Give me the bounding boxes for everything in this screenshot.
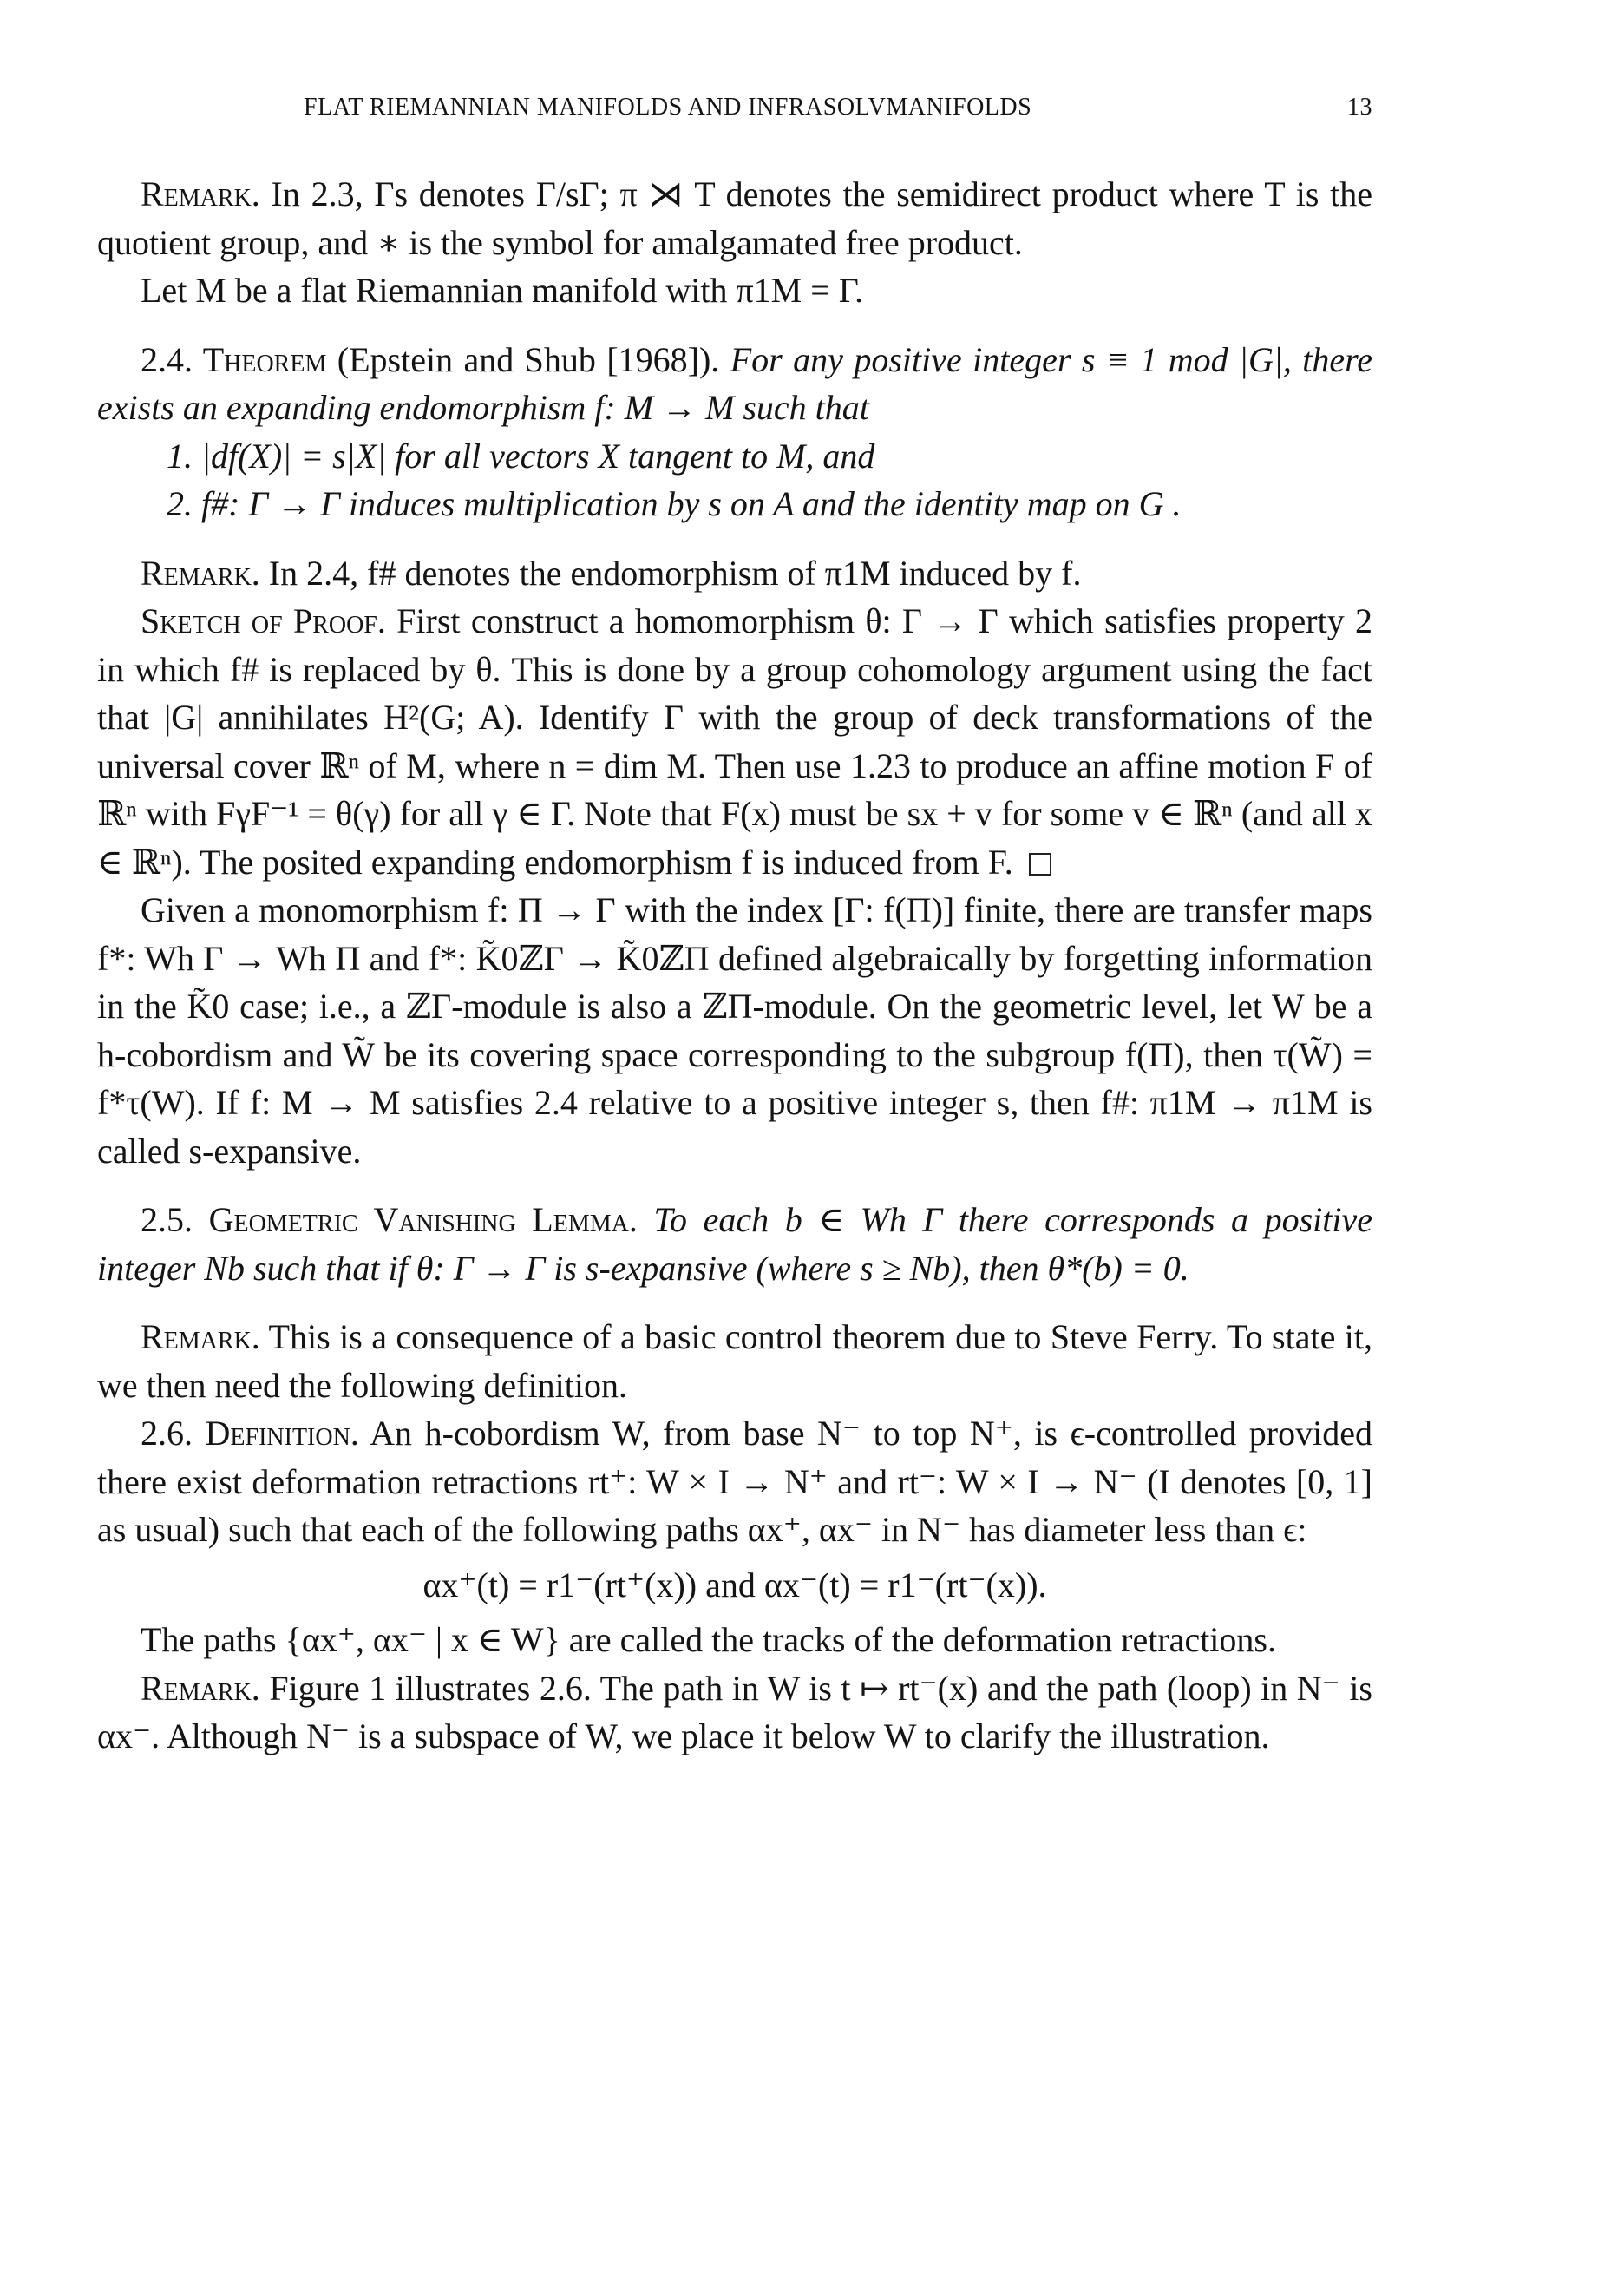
running-title: FLAT RIEMANNIAN MANIFOLDS AND INFRASOLVMANIFOLDS (304, 94, 1032, 121)
qed-box-icon (1029, 853, 1051, 876)
theorem-statement: For any positive integer s ≡ 1 mod |G|, there exists an expanding endomorphism f: M → M such that (97, 339, 1373, 427)
remark-text: In 2.3, Γs denotes Γ/sΓ; π ⋊ T denotes the semidirect product where T is the quotient group, and ∗ is the symbol for amalgamated free product. (97, 174, 1372, 262)
remark-label: Remark. (141, 553, 260, 593)
page-body (97, 170, 1372, 1761)
remark-text: Figure 1 illustrates 2.6. The path in W is t ↦ rt⁻(x) and the path (loop) in N⁻ is αx⁻. Although N⁻ is a subspace of W, we place it below W to clarify the illustration. (97, 1668, 1373, 1755)
definition-2-6 (97, 1409, 1372, 1554)
tracks-sentence: The paths {αx⁺, αx⁻ | x ∈ W} are called the tracks of the deformation retractions. (141, 1620, 1276, 1659)
theorem-item-2: 2. f#: Γ → Γ induces multiplication by s on A and the identity map on G . (167, 484, 1182, 523)
lemma-2-5 (97, 1196, 1372, 1292)
remark-label: Remark. (141, 1317, 260, 1356)
theorem-citation: (Epstein and Shub [1968]). (337, 339, 720, 379)
transfer-maps-paragraph: Given a monomorphism f: Π → Γ with the index [Γ: f(Π)] finite, there are transfer maps f*: Wh Γ → Wh Π and f*: K̃0ℤΓ → K̃0ℤΠ defined algebraically by forgetting information in the K̃0 case; i.e., a ℤΓ-module is also a ℤΠ-module. On the geometric level, let W be a h-cobordism and W̃ be its covering space corresponding to the subgroup f(Π), then τ(W̃) = f*τ(W). If f: M → M satisfies 2.4 relative to a positive integer s, then f#: π1M → π1M is called s-expansive. (97, 890, 1372, 1171)
theorem-item-1: 1. |df(X)| = s|X| for all vectors X tangent to M, and (167, 436, 875, 476)
theorem-2-4 (97, 336, 1372, 432)
proof-label: Sketch of Proof. (141, 601, 386, 640)
remark-2-5 (97, 1313, 1372, 1409)
definition-label: 2.6. Definition. (141, 1414, 359, 1453)
definition-formula: αx⁺(t) = r1⁻(rt⁺(x)) and αx⁻(t) = r1⁻(rt⁻(x)). (422, 1565, 1047, 1604)
remark-2-3 (97, 170, 1372, 266)
remark-label: Remark. (141, 174, 260, 213)
definition-text: An h-cobordism W, from base N⁻ to top N⁺, is ϵ-controlled provided there exist deformation retractions rt⁺: W × I → N⁺ and rt⁻: W × I → N⁻ (I denotes [0, 1] as usual) such that each of the following paths αx⁺, αx⁻ in N⁻ has diameter less than ϵ: (97, 1414, 1372, 1549)
remark-label: Remark. (141, 1668, 260, 1708)
sketch-of-proof (97, 597, 1372, 886)
theorem-label: 2.4. Theorem (141, 339, 327, 379)
remark-2-4 (97, 549, 1372, 598)
page-number: 13 (1347, 94, 1372, 121)
proof-text: First construct a homomorphism θ: Γ → Γ which satisfies property 2 in which f# is replaced by θ. This is done by a group cohomology argument using the fact that |G| annihilates H²(G; A). Identify Γ with the group of deck transformations of the universal cover ℝⁿ of M, where n = dim M. Then use 1.23 to produce an affine motion F of ℝⁿ with FγF⁻¹ = θ(γ) for all γ ∈ Γ. Note that F(x) must be sx + v for some v ∈ ℝⁿ (and all x ∈ ℝⁿ). The posited expanding endomorphism f is induced from F. (97, 601, 1373, 882)
running-header (97, 94, 1372, 128)
let-m-sentence: Let M be a flat Riemannian manifold with π1M = Γ. (141, 271, 864, 310)
remark-figure-1 (97, 1664, 1372, 1761)
remark-text: In 2.4, f# denotes the endomorphism of π1M induced by f. (268, 553, 1082, 593)
remark-text: This is a consequence of a basic control theorem due to Steve Ferry. To state it, we then need the following definition. (97, 1317, 1372, 1405)
lemma-label: 2.5. Geometric Vanishing Lemma. (141, 1200, 638, 1239)
lemma-statement: To each b ∈ Wh Γ there corresponds a positive integer Nb such that if θ: Γ → Γ is s-expansive (where s ≥ Nb), then θ*(b) = 0. (97, 1200, 1373, 1288)
